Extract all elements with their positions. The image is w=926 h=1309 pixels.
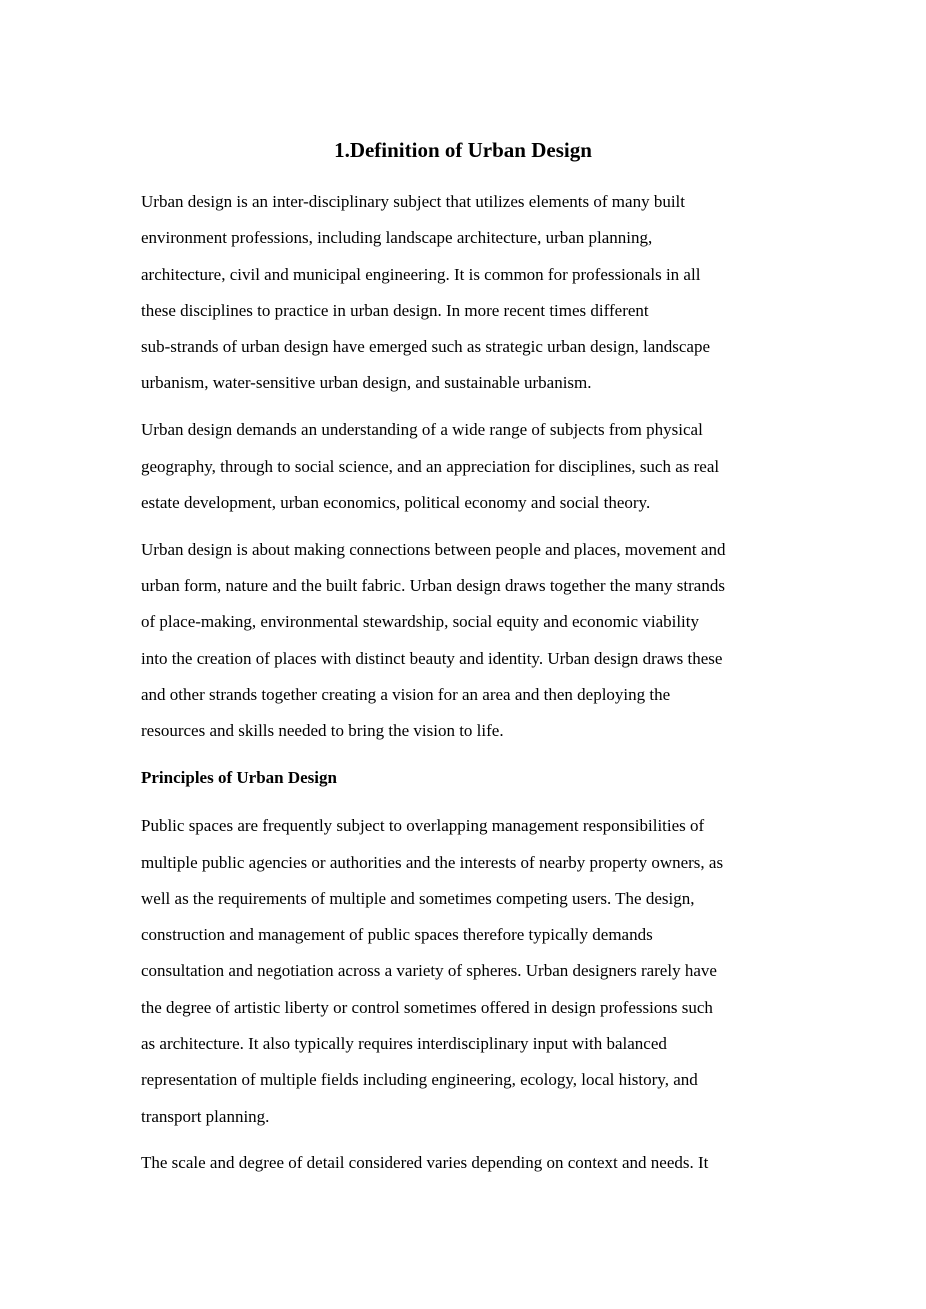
section-heading: Principles of Urban Design [141, 767, 337, 787]
paragraph-group-principles [141, 808, 801, 1181]
paragraph [141, 184, 801, 402]
text-line: architecture, civil and municipal engineering. It is common for professionals in all [141, 264, 701, 284]
text-line: as architecture. It also typically requires interdisciplinary input with balanced [141, 1034, 667, 1054]
page-title: 1.Definition of Urban Design [334, 138, 592, 162]
text-line: Urban design demands an understanding of a wide range of subjects from physical [141, 420, 703, 440]
text-line: transport planning. [141, 1106, 270, 1126]
document-body [141, 184, 801, 1192]
text-line: these disciplines to practice in urban design. In more recent times different [141, 300, 649, 320]
text-line: representation of multiple fields including engineering, ecology, local history, and [141, 1070, 698, 1090]
text-line: well as the requirements of multiple and sometimes competing users. The design, [141, 888, 695, 908]
paragraph-group-definition [141, 184, 801, 749]
text-line: the degree of artistic liberty or control sometimes offered in design professions such [141, 997, 713, 1017]
text-line: urbanism, water-sensitive urban design, and sustainable urbanism. [141, 373, 592, 393]
text-line: sub-strands of urban design have emerged such as strategic urban design, landscape [141, 337, 711, 357]
text-line: consultation and negotiation across a variety of spheres. Urban designers rarely have [141, 961, 717, 981]
text-line: and other strands together creating a vision for an area and then deploying the [141, 684, 671, 704]
text-line: of place-making, environmental stewardship, social equity and economic viability [141, 612, 700, 632]
text-line: resources and skills needed to bring the vision to life. [141, 721, 504, 741]
text-line: environment professions, including landscape architecture, urban planning, [141, 228, 653, 248]
text-line: geography, through to social science, and an appreciation for disciplines, such as real [141, 456, 720, 476]
paragraph [141, 1145, 801, 1181]
paragraph [141, 412, 801, 521]
paragraph [141, 532, 801, 750]
text-line: Public spaces are frequently subject to overlapping management responsibilities of [141, 816, 705, 836]
text-line: estate development, urban economics, political economy and social theory. [141, 492, 651, 512]
text-line: construction and management of public spaces therefore typically demands [141, 925, 653, 945]
text-line: multiple public agencies or authorities and the interests of nearby property owners, as [141, 852, 724, 872]
paragraph [141, 808, 801, 1135]
text-line: Urban design is an inter-disciplinary subject that utilizes elements of many built [141, 192, 685, 211]
text-line: Urban design is about making connections between people and places, movement and [141, 539, 726, 559]
text-line: into the creation of places with distinct beauty and identity. Urban design draws these [141, 648, 723, 668]
text-line: urban form, nature and the built fabric. Urban design draws together the many strands [141, 575, 725, 595]
text-line: The scale and degree of detail considered varies depending on context and needs. It [141, 1153, 709, 1173]
